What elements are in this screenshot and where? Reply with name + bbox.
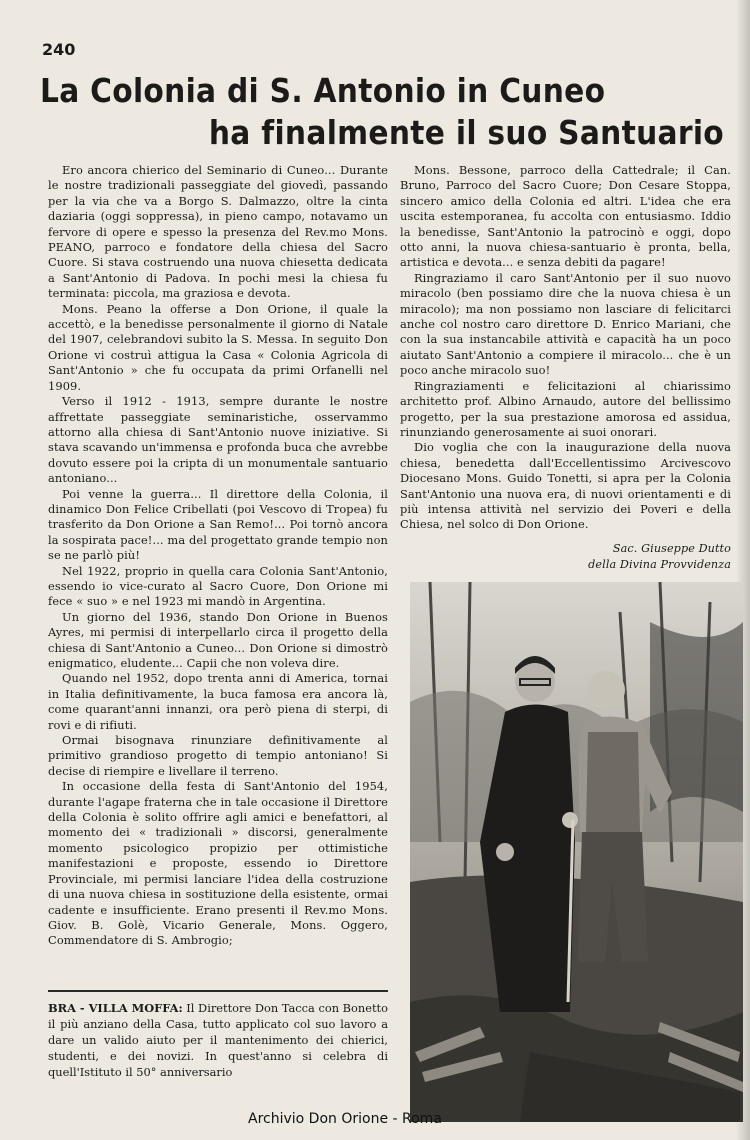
signature-congregation: della Divina Provvidenza (588, 557, 731, 571)
left-column (48, 163, 388, 949)
bra-note-text: Il Direttore Don Tacca con Bonetto il più anziano della Casa, tutto applicato col suo lavoro a dare un valido aiuto per il mantenimento dei chierici, studenti, e dei novizi. In quest'anno si celebra di quell'Istituto il 50° anniversario (48, 1001, 388, 1079)
article-title (40, 70, 740, 154)
archive-footer: Archivio Don Orione - Roma (248, 1111, 442, 1127)
paragraph: Ringraziamenti e felicitazioni al chiarissimo architetto prof. Albino Arnaudo, autore del bellissimo progetto, per la sua prestazione amorosa ed assidua, rinunziando generosamente ai suoi onorari. (400, 378, 731, 439)
bra-villa-moffa-note (48, 1000, 388, 1080)
section-divider (48, 990, 388, 992)
paragraph: Verso il 1912 - 1913, sempre durante le nostre affrettate passeggiate seminaristiche, osservammo attorno alla chiesa di Sant'Antonio nuove iniziative. Si stava scavando un'immensa e profonda buca che avrebbe dovuto essere poi la cripta di un monumentale santuario antoniano... (48, 394, 388, 486)
paragraph: Quando nel 1952, dopo trenta anni di America, tornai in Italia definitivamente, la buca famosa era ancora là, come quarant'anni innanzi, ora però piena di sterpi, di rovi e di rifiuti. (48, 671, 388, 732)
right-column (400, 163, 731, 573)
photo-two-men (410, 582, 743, 1122)
paragraph: Dio voglia che con la inaugurazione della nuova chiesa, benedetta dall'Eccellentissimo Arcivescovo Diocesano Mons. Guido Tonetti, si apra per la Colonia Sant'Antonio una nuova era, di nuovi orientamenti e di più intensa attività nel servizio dei Poveri e della Chiesa, nel solco di Don Orione. (400, 440, 731, 532)
paragraph: Mons. Peano la offerse a Don Orione, il quale la accettò, e la benedisse personalmente il giorno di Natale del 1907, celebrandovi subito la S. Messa. In seguito Don Orione vi costruì attigua la Casa « Colonia Agricola di Sant'Antonio » che fu occupata da primi Orfanelli nel 1909. (48, 301, 388, 393)
paragraph: Ringraziamo il caro Sant'Antonio per il suo nuovo miracolo (ben possiamo dire che la nuova chiesa è un miracolo); ma non possiamo non lasciare di felicitarci anche col nostro caro direttore D. Enrico Mariani, che con la sua instancabile attività e capacità ha un poco aiutato Sant'Antonio a compiere il miracolo... che è un poco anche miracolo suo! (400, 270, 731, 378)
signature-name: Sac. Giuseppe Dutto (612, 541, 731, 555)
paragraph: Poi venne la guerra... Il direttore della Colonia, il dinamico Don Felice Cribellati (poi Vescovo di Tropea) fu trasferito da Don Orione a San Remo!... Poi tornò ancora la sospirata pace!... ma del progettato grande tempio non se ne parlò più! (48, 486, 388, 563)
photo-illustration (410, 582, 743, 1122)
title-line-2: ha finalmente il suo Santuario (208, 113, 724, 152)
page-number: 240 (42, 40, 76, 59)
title-line-1: La Colonia di S. Antonio in Cuneo (40, 71, 606, 110)
paragraph: Nel 1922, proprio in quella cara Colonia Sant'Antonio, essendo io vice-curato al Sacro Cuore, Don Orione mi fece « suo » e nel 1923 mi mandò in Argentina. (48, 563, 388, 609)
paragraph: Mons. Bessone, parroco della Cattedrale; il Can. Bruno, Parroco del Sacro Cuore; Don Cesare Stoppa, sincero amico della Colonia ed altri. L'idea che era uscita estemporanea, fu accolta con entusiasmo. Iddio la benedisse, Sant'Antonio la patrocinò e oggi, dopo otto anni, la nuova chiesa-santuario è pronta, bella, artistica e devota... e senza debiti da pagare! (400, 163, 731, 270)
paragraph: Ero ancora chierico del Seminario di Cuneo... Durante le nostre tradizionali passeggiate del giovedì, passando per la via che va a Borgo S. Dalmazzo, oltre la cinta daziaria (oggi soppressa), in pieno campo, notavamo un fervore di opere e spesso la presenza del Rev.mo Mons. PEANO, parroco e fondatore della chiesa del Sacro Cuore. Si stava costruendo una nuova chiesetta dedicata a Sant'Antonio di Padova. In pochi mesi la chiesa fu terminata: piccola, ma graziosa e devota. (48, 163, 388, 301)
paragraph: Ormai bisognava rinunziare definitivamente al primitivo grandioso progetto di tempio antoniano! Si decise di riempire e livellare il terreno. (48, 733, 388, 778)
paragraph: Un giorno del 1936, stando Don Orione in Buenos Ayres, mi permisi di interpellarlo circa il progetto della chiesa di Sant'Antonio a Cuneo... Don Orione si dimostrò enigmatico, eludente... Capii che non voleva dire. (48, 609, 388, 670)
signature (400, 541, 731, 573)
paragraph: In occasione della festa di Sant'Antonio del 1954, durante l'agape fraterna che in tale occasione il Direttore della Colonia è solito offrire agli amici e benefattori, al momento dei « tradizionali » discorsi, generalmente momento psicologico propizio per ottimistiche manifestazioni e proposte, essendo io Direttore Provinciale, mi permisi lanciare l'idea della costruzione di una nuova chiesa in sostituzione della esistente, ormai cadente e insufficiente. Erano presenti il Rev.mo Mons. Giov. B. Golè, Vicario Generale, Mons. Oggero, Commendatore di S. Ambrogio; (48, 779, 388, 948)
bra-note-lead: BRA - VILLA MOFFA: (48, 1001, 183, 1015)
